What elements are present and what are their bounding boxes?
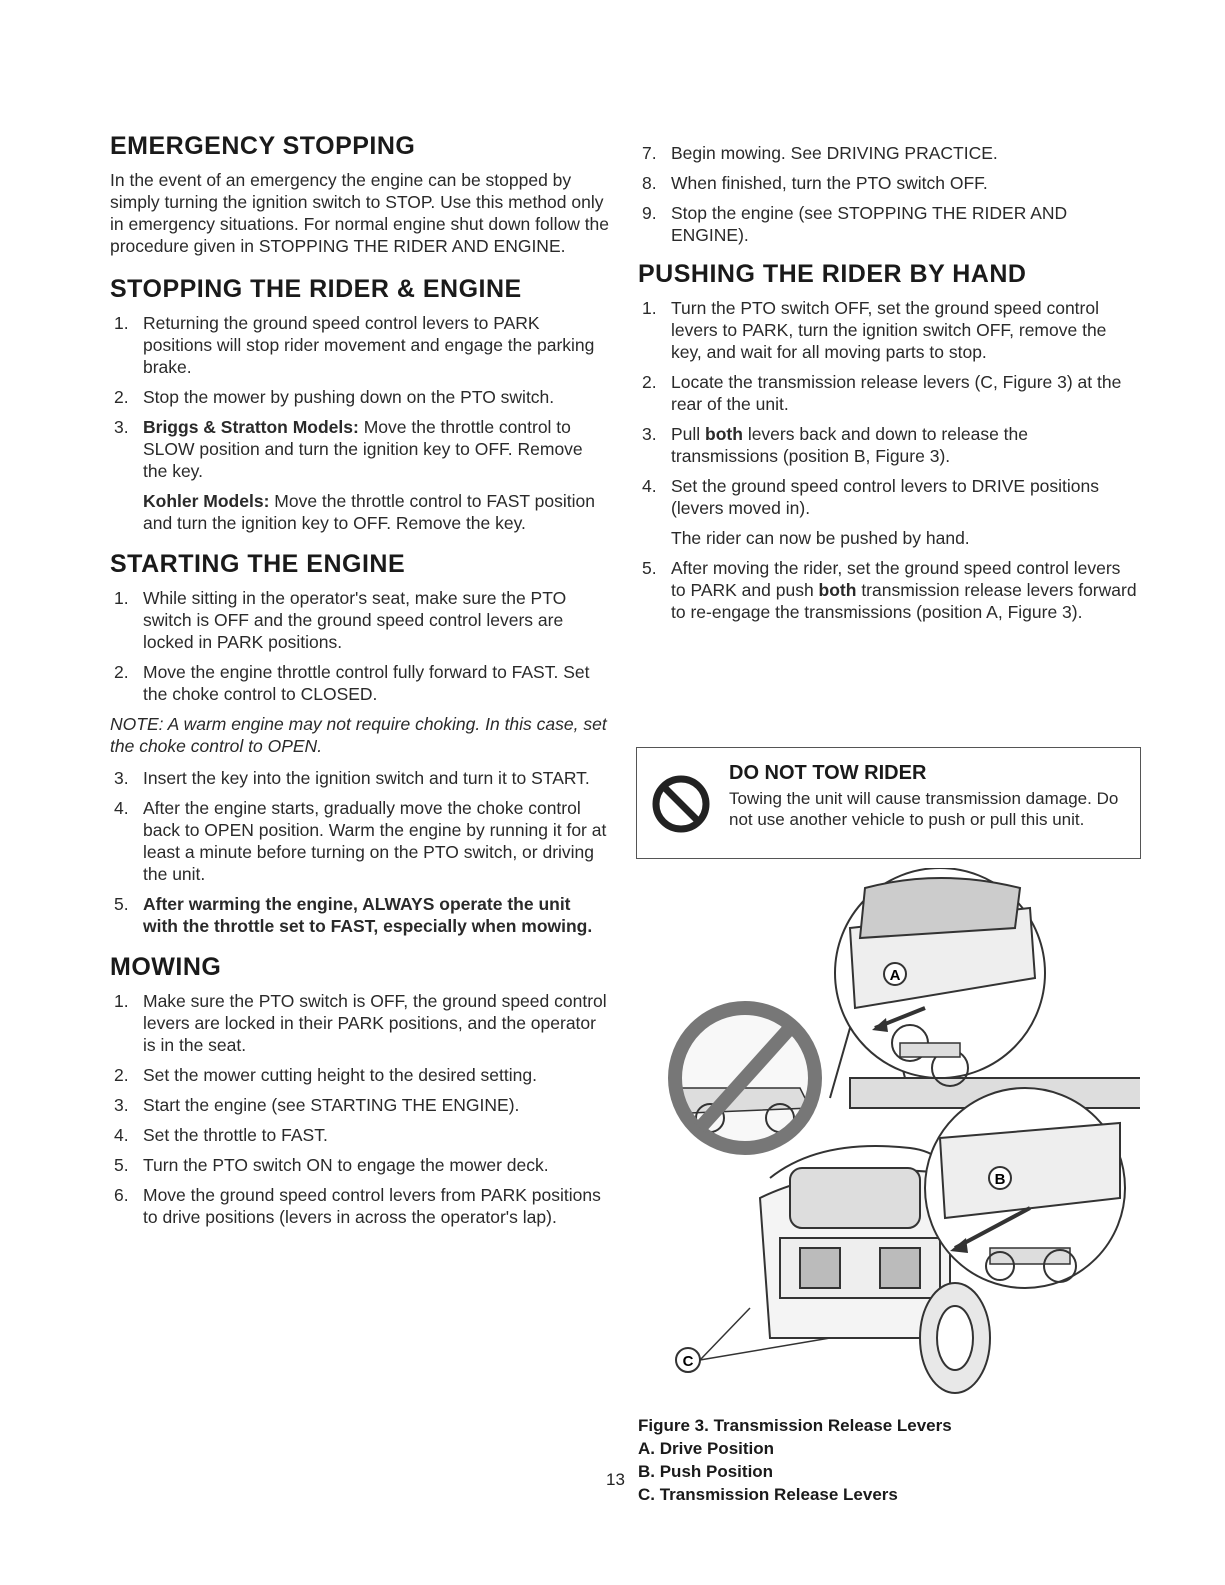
push-position-inset [925, 1088, 1125, 1288]
drive-position-inset [835, 868, 1045, 1086]
choke-note: NOTE: A warm engine may not require choking. In this case, set the choke control to OPEN. [110, 714, 607, 756]
caption-c: C. Transmission Release Levers [638, 1485, 898, 1504]
list-item: 4. Set the throttle to FAST. [114, 1125, 328, 1145]
label-c: C [682, 1353, 694, 1370]
list-item: 7. Begin mowing. See DRIVING PRACTICE. [642, 143, 998, 163]
stopping-list [110, 312, 610, 534]
caption-b: B. Push Position [638, 1462, 774, 1481]
list-item: 3. Briggs & Stratton Models: Move the throttle control to SLOW position and turn the ignition key to OFF. Remove the key. Kohler Models: Move the throttle control to FAST position and turn the ignition key to OFF. Remove the key. [110, 416, 610, 534]
emergency-stopping-heading: EMERGENCY STOPPING [110, 132, 416, 160]
list-item: 8. When finished, turn the PTO switch OFF. [642, 173, 988, 193]
list-item: 4. After the engine starts, gradually move the choke control back to OPEN position. Warm the engine by running it for at least a minute before turning on the PTO switch, or driving the unit. [114, 798, 607, 884]
list-item: 5. After moving the rider, set the ground speed control levers to PARK and push both transmission release levers forward to re-engage the transmissions (position A, Figure 3). [642, 558, 1137, 622]
list-item: 6. Move the ground speed control levers from PARK positions to drive positions (levers in across the operator's lap). [114, 1185, 601, 1227]
left-column [110, 132, 610, 1240]
list-item: 1. Make sure the PTO switch is OFF, the ground speed control levers are locked in their PARK positions, and the operator is in the seat. [114, 991, 607, 1055]
no-tow-inset [670, 1003, 820, 1153]
do-not-tow-warning [636, 747, 1141, 859]
list-item: 5. Turn the PTO switch ON to engage the mower deck. [114, 1155, 549, 1175]
caption-a: A. Drive Position [638, 1439, 775, 1458]
list-item: 9. Stop the engine (see STOPPING THE RIDER AND ENGINE). [642, 203, 1068, 245]
pushing-heading: PUSHING THE RIDER BY HAND [638, 260, 1027, 288]
stopping-heading: STOPPING THE RIDER & ENGINE [110, 275, 522, 303]
starting-list-cont [110, 767, 610, 937]
list-item: 3. Pull both levers back and down to release the transmissions (position B, Figure 3). [642, 424, 1028, 466]
mowing-list-cont [638, 142, 1138, 246]
warning-title: DO NOT TOW RIDER [729, 762, 927, 784]
caption-title: Figure 3. Transmission Release Levers [638, 1416, 952, 1435]
warning-text: Towing the unit will cause transmission damage. Do not use another vehicle to push or pull this unit. [729, 789, 1119, 829]
right-column [638, 142, 1138, 635]
transmission-release-levers-figure [650, 868, 1140, 1408]
push-by-hand-note: The rider can now be pushed by hand. [671, 528, 970, 548]
list-item: 4. Set the ground speed control levers to DRIVE positions (levers moved in). The rider can now be pushed by hand. [638, 475, 1138, 549]
list-item: 1. While sitting in the operator's seat, make sure the PTO switch is OFF and the ground speed control levers are locked in PARK positions. [114, 588, 567, 652]
figure-caption [638, 1414, 952, 1506]
list-item: 5. After warming the engine, ALWAYS operate the unit with the throttle set to FAST, especially when mowing. [114, 894, 593, 936]
emergency-stopping-body: In the event of an emergency the engine can be stopped by simply turning the ignition switch to STOP. Use this method only in emergency situations. For normal engine shut down follow the procedure given in STOPPING THE RIDER AND ENGINE. [110, 170, 610, 256]
list-item: 3. Start the engine (see STARTING THE ENGINE). [114, 1095, 520, 1115]
label-b: B [994, 1171, 1006, 1188]
mowing-heading: MOWING [110, 953, 222, 981]
starting-heading: STARTING THE ENGINE [110, 550, 406, 578]
prohibition-icon [651, 774, 711, 834]
label-a: A [889, 967, 901, 984]
list-item: 2. Stop the mower by pushing down on the PTO switch. [114, 387, 555, 407]
list-item: 2. Set the mower cutting height to the desired setting. [114, 1065, 537, 1085]
list-item: 2. Move the engine throttle control fully forward to FAST. Set the choke control to CLOSED. [114, 662, 590, 704]
list-item: 1. Turn the PTO switch OFF, set the ground speed control levers to PARK, turn the ignition switch OFF, remove the key, and wait for all moving parts to stop. [642, 298, 1107, 362]
kohler-models-note: Kohler Models: Move the throttle control to FAST position and turn the ignition key to OFF. Remove the key. [143, 491, 595, 533]
list-item: 2. Locate the transmission release levers (C, Figure 3) at the rear of the unit. [642, 372, 1122, 414]
list-item: 1. Returning the ground speed control levers to PARK positions will stop rider movement and engage the parking brake. [114, 313, 595, 377]
page-number: 13 [606, 1470, 625, 1489]
list-item: 3. Insert the key into the ignition switch and turn it to START. [114, 768, 590, 788]
mowing-list [110, 990, 610, 1228]
pushing-list [638, 297, 1138, 623]
starting-list [110, 587, 610, 705]
